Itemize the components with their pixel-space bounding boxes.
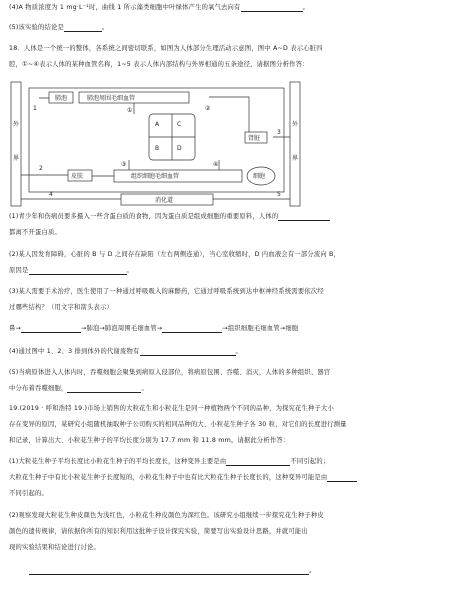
q5-line: (5)该实验的结论是 。: [9, 24, 109, 31]
s3-line-2: 过哪些结构？（用文字和箭头表示）: [9, 304, 113, 311]
s3-path: 鼻→ →肺泡→肺泡周围毛细血管→ →组织细胞毛细血管→细胞: [9, 325, 299, 332]
answer-blank[interactable]: [140, 348, 236, 356]
body-physiology-diagram: [9, 80, 314, 208]
kidney-label: 肾脏: [248, 135, 261, 142]
svg-text:4: 4: [49, 191, 53, 198]
svg-text:2: 2: [39, 165, 43, 172]
q18-intro-1: 18．人体是一个统一的整体，各系统之间密切联系，如图为人体部分生理活动示意图，图中 A~D 表示心脏四: [9, 45, 323, 52]
answer-blank[interactable]: [64, 24, 102, 32]
t1-line-2: 大粒花生种子中有比小粒花生种子长度短的，小粒花生种子中也有比大粒花生种子长度长的，这种变异可能是由: [9, 474, 357, 482]
outside-left-label: 外界: [13, 121, 20, 162]
svg-text:②: ②: [205, 105, 211, 112]
q18-intro-2: 腔，①~④表示人体的某种血管名称，1~5 表示人体内部结构与外界相通的五条途径，请据图分析作答：: [9, 61, 309, 68]
s3-line-1: (3)某人需要手术治疗，医生使用了一种通过呼吸吸入的麻醉药，它通过呼吸系统到达中枢神经系统需要依次经: [9, 288, 324, 295]
answer-blank[interactable]: [241, 4, 303, 12]
answer-blank[interactable]: [278, 213, 330, 221]
svg-text:①: ①: [127, 107, 133, 114]
t2-line-2: 颜色的遗传规律，请依据你所有的知识利用这批种子设计探究实验，简要写出实验设计思路，并就可能出: [9, 528, 308, 535]
t1-line-1: (1)大粒花生种子平均长度比小粒花生种子的平均长度长，这种变异主要是由 不同引起的；: [9, 458, 330, 465]
digestive-label: 消化道: [155, 197, 174, 204]
svg-text:④: ④: [213, 161, 219, 168]
svg-text:1: 1: [33, 105, 37, 112]
s1-line-2: 都离不开蛋白质。: [9, 229, 61, 236]
s2-line-1: (2)某人因发育障碍，心脏的 B 与 D 之间存在缺陷（左右两侧连通），当心室收缩时，D 内血液会有一部分流向 B，: [9, 251, 341, 258]
q4-line: (4)A 物质浓度为 1 mg·L⁻¹时，曲线 1 所示藻类细胞中叶绿体产生的氧气去向有 。: [9, 4, 310, 11]
answer-blank[interactable]: [29, 567, 309, 575]
svg-text:外界: 外界: [292, 121, 299, 162]
t2-line-1: (2)观察发现大粒花生种皮颜色为浅红色，小粒花生种皮颜色为深红色。该研究小组继续一步探究花生种子种皮: [9, 512, 324, 519]
svg-text:A: A: [155, 121, 160, 128]
skin-label: 皮肤: [71, 173, 84, 180]
lung-label: 肺泡: [55, 95, 68, 102]
svg-text:③: ③: [121, 161, 127, 168]
s5-line-1: (5)当病原体进入人体内时，吞噬细胞会聚集到病原入侵部位，将病原包围、吞噬、消灭，人体的多种组织、器官: [9, 369, 331, 376]
svg-text:5: 5: [277, 191, 281, 198]
q19-intro-2: 存在变异的原因，某研究小组随机抽取种子公司购买的相同品种的大、小粒花生种子各 30 粒，对它们的长度进行测量: [9, 421, 347, 428]
t1-line-3: 不同引起的。: [9, 490, 48, 497]
svg-text:3: 3: [277, 129, 281, 136]
t2-answer-line: 。: [9, 567, 316, 575]
svg-text:D: D: [177, 145, 182, 152]
q19-intro-1: 19.(2019 · 呼和浩特 19.)市场上销售的大粒花生和小粒花生是同一种植物两个不同的品种，为探究花生种子大小: [9, 405, 335, 412]
outside-right-box: [290, 82, 300, 206]
answer-blank[interactable]: [67, 385, 141, 393]
answer-blank[interactable]: [327, 474, 357, 482]
s2-line-2: 原因是 。: [9, 267, 133, 274]
answer-blank[interactable]: [21, 325, 81, 333]
s1-line-1: (1)青少年和伤病员要多摄入一些含蛋白质的食物，因为蛋白质是组成细胞的重要原料，人体的: [9, 213, 330, 221]
alveoli-label: 肺泡周围毛细血管: [87, 95, 136, 102]
s5-line-2: 中分布着吞噬细胞， 。: [9, 385, 148, 392]
q4-text: (4)A 物质浓度为 1 mg·L⁻¹时，曲线 1 所示藻类细胞中叶绿体产生的氧气去向有: [9, 4, 241, 11]
tissue-capillary-label: 组织细胞毛细血管: [131, 173, 180, 180]
answer-blank[interactable]: [29, 267, 127, 275]
answer-blank[interactable]: [226, 458, 290, 466]
t2-line-3: 现的实验结果和结论进行讨论。: [9, 544, 100, 551]
q19-intro-3: 和记录，计算出大、小粒花生种子的平均长度分别为 17.7 mm 和 11.8 mm。请据此分析作答：: [9, 437, 290, 444]
svg-text:B: B: [155, 145, 160, 152]
s4-line: (4)通过图中 1、2、3 排到体外的代谢废物有 。: [9, 348, 242, 355]
q5-text: (5)该实验的结论是: [9, 24, 64, 31]
svg-text:C: C: [177, 121, 182, 128]
answer-blank[interactable]: [162, 325, 222, 333]
outside-left-box: [11, 82, 21, 206]
cell-label: 细胞: [253, 173, 266, 180]
